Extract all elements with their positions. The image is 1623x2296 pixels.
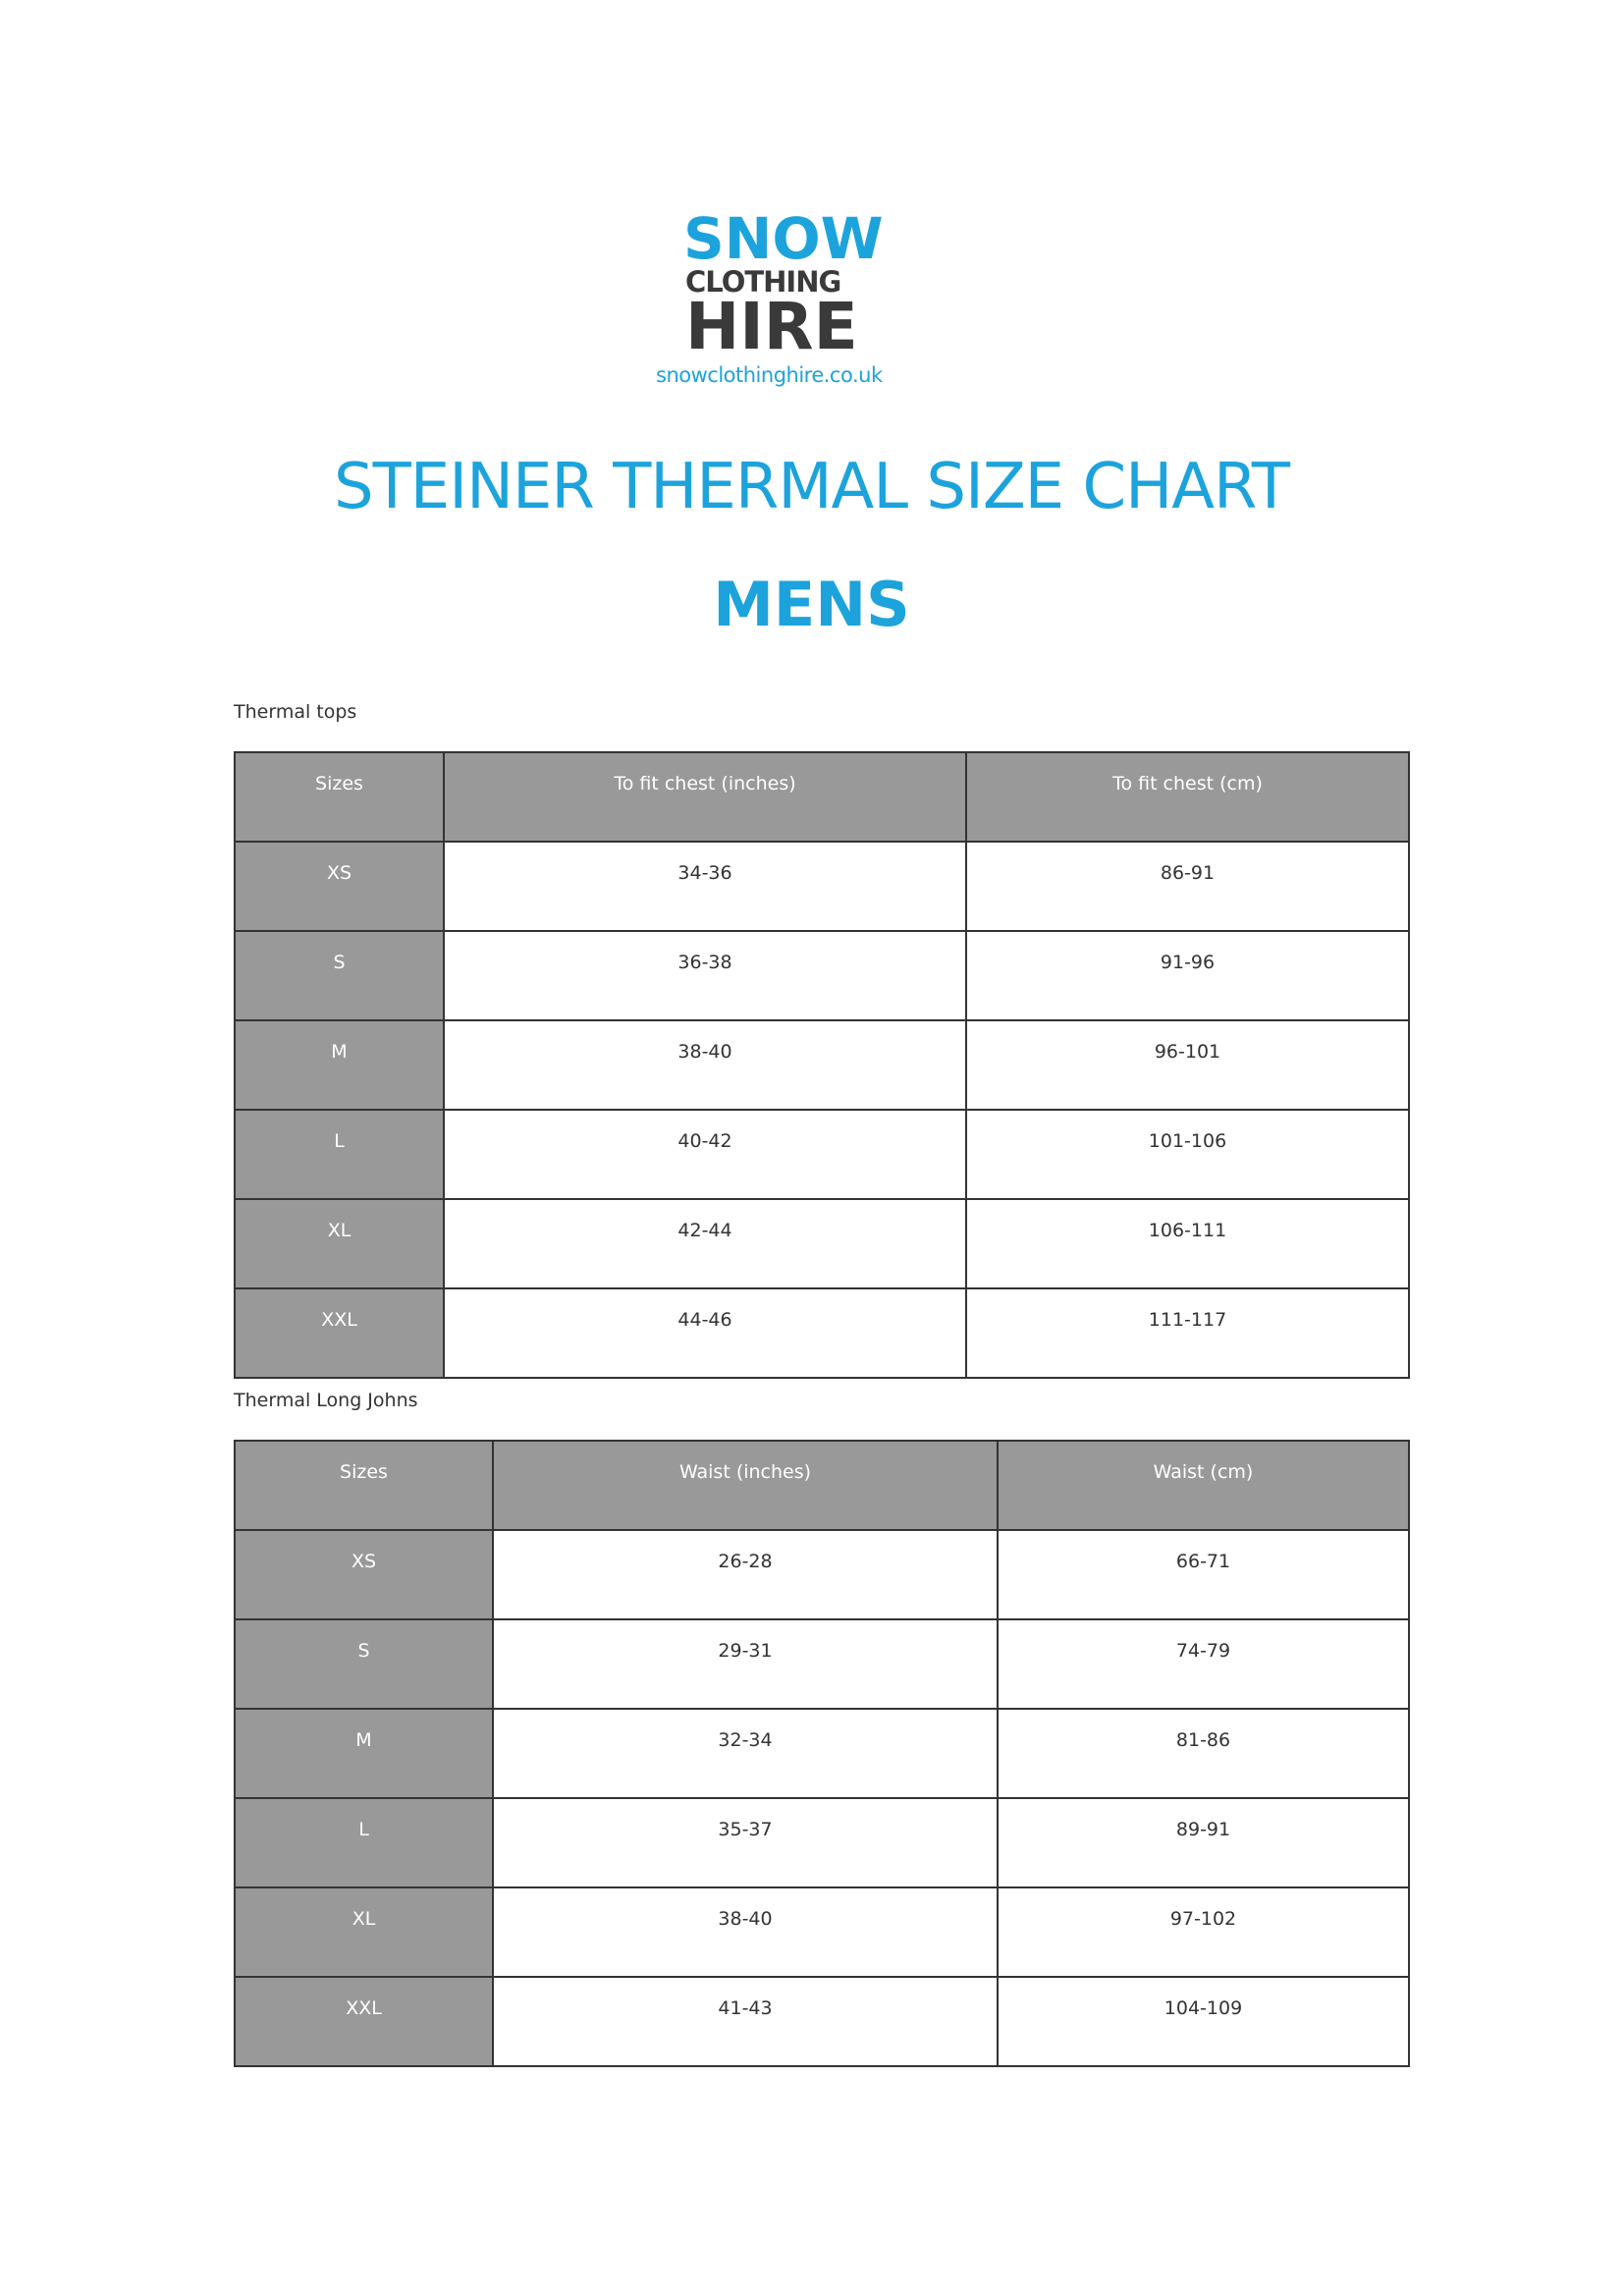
chest-cm-cell: 101-106 — [966, 1110, 1409, 1199]
tops-section-label: Thermal tops — [234, 701, 357, 723]
chest-inches-cell: 34-36 — [444, 842, 966, 931]
table-row — [235, 1977, 1409, 2066]
logo-line-snow: SNOW — [683, 205, 884, 272]
chest-inches-cell: 38-40 — [444, 1020, 966, 1110]
column-header: Sizes — [235, 752, 444, 842]
table-row — [235, 1530, 1409, 1619]
chest-inches-cell: 40-42 — [444, 1110, 966, 1199]
table-row — [235, 1709, 1409, 1798]
long-johns-section-label: Thermal Long Johns — [234, 1390, 418, 1411]
size-cell: XS — [235, 1530, 493, 1619]
table-row — [235, 1288, 1409, 1378]
table-row — [235, 1887, 1409, 1977]
waist-inches-cell: 38-40 — [493, 1887, 998, 1977]
tops-size-table — [234, 751, 1410, 1379]
column-header: Waist (cm) — [998, 1441, 1409, 1530]
chest-inches-cell: 36-38 — [444, 931, 966, 1020]
column-header: To fit chest (cm) — [966, 752, 1409, 842]
page-title: STEINER THERMAL SIZE CHART — [334, 451, 1289, 523]
table-row — [235, 1110, 1409, 1199]
size-cell: XXL — [235, 1977, 493, 2066]
waist-cm-cell: 66-71 — [998, 1530, 1409, 1619]
chest-cm-cell: 86-91 — [966, 842, 1409, 931]
table-header-row — [235, 1441, 1409, 1530]
column-header: To fit chest (inches) — [444, 752, 966, 842]
size-cell: M — [235, 1020, 444, 1110]
size-cell: L — [235, 1798, 493, 1887]
size-cell: S — [235, 1619, 493, 1709]
table-row — [235, 1199, 1409, 1288]
logo-website: snowclothinghire.co.uk — [656, 363, 883, 387]
table-row — [235, 842, 1409, 931]
size-cell: L — [235, 1110, 444, 1199]
logo-line-clothing: CLOTHING — [685, 265, 841, 299]
chest-cm-cell: 91-96 — [966, 931, 1409, 1020]
waist-inches-cell: 41-43 — [493, 1977, 998, 2066]
table-row — [235, 1020, 1409, 1110]
waist-cm-cell: 74-79 — [998, 1619, 1409, 1709]
waist-cm-cell: 81-86 — [998, 1709, 1409, 1798]
waist-inches-cell: 32-34 — [493, 1709, 998, 1798]
page-subtitle: MENS — [713, 569, 910, 640]
size-cell: S — [235, 931, 444, 1020]
waist-cm-cell: 104-109 — [998, 1977, 1409, 2066]
table-row — [235, 1619, 1409, 1709]
size-cell: XS — [235, 842, 444, 931]
chest-inches-cell: 42-44 — [444, 1199, 966, 1288]
column-header: Waist (inches) — [493, 1441, 998, 1530]
size-cell: XXL — [235, 1288, 444, 1378]
long-johns-size-table — [234, 1440, 1410, 2067]
waist-cm-cell: 89-91 — [998, 1798, 1409, 1887]
table-header-row — [235, 752, 1409, 842]
waist-inches-cell: 29-31 — [493, 1619, 998, 1709]
waist-inches-cell: 35-37 — [493, 1798, 998, 1887]
size-cell: XL — [235, 1887, 493, 1977]
chest-cm-cell: 106-111 — [966, 1199, 1409, 1288]
waist-inches-cell: 26-28 — [493, 1530, 998, 1619]
table-row — [235, 931, 1409, 1020]
table-row — [235, 1798, 1409, 1887]
chest-inches-cell: 44-46 — [444, 1288, 966, 1378]
logo-line-hire: HIRE — [685, 289, 858, 364]
brand-logo — [648, 205, 893, 389]
size-cell: M — [235, 1709, 493, 1798]
chest-cm-cell: 111-117 — [966, 1288, 1409, 1378]
size-cell: XL — [235, 1199, 444, 1288]
waist-cm-cell: 97-102 — [998, 1887, 1409, 1977]
chest-cm-cell: 96-101 — [966, 1020, 1409, 1110]
column-header: Sizes — [235, 1441, 493, 1530]
